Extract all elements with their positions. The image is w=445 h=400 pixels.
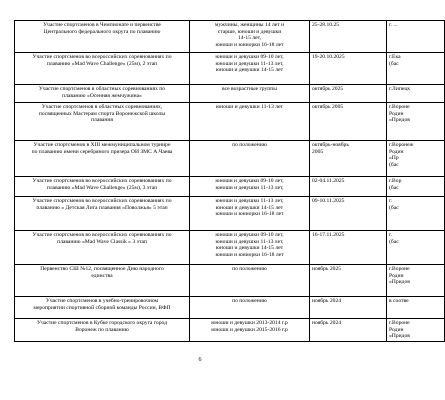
venue-cell: [387, 85, 445, 103]
cell-line: плаванию «Mad Wave Classik » 3 этап: [57, 238, 147, 245]
cell-line: октябрь 2025: [312, 86, 344, 92]
venue-cell: [387, 21, 445, 53]
venue-cell: [387, 265, 445, 297]
cell-line: г.Липецк: [389, 86, 411, 92]
date-cell: [310, 103, 387, 141]
venue-cell: [387, 197, 445, 231]
table-row: [15, 231, 445, 265]
cell-line: (бас: [389, 60, 399, 67]
table-row: [15, 53, 445, 85]
age-group-cell: [190, 103, 310, 141]
event-cell: [15, 141, 190, 177]
cell-line: г.Ека: [389, 54, 401, 60]
event-cell: [15, 231, 190, 265]
cell-line: г.Воронеж: [389, 142, 414, 148]
event-cell: [15, 265, 190, 297]
cell-line: Участие спортсменов во всероссийских соревнованиях по: [32, 178, 172, 184]
cell-line: по плаванию имени серебряного призера ОИ ЗМС А.Чаева: [31, 148, 173, 155]
cell-line: мужчины, женщины 14 лет и: [214, 22, 285, 28]
venue-cell: [387, 177, 445, 197]
age-group-cell: [190, 297, 310, 319]
event-cell: [15, 197, 190, 231]
cell-line: октябрь 2005: [312, 104, 344, 110]
table-row: [15, 265, 445, 297]
cell-line: юноши и девушки 09-10 лет,: [215, 232, 284, 238]
cell-line: ноябрь 2024: [312, 298, 342, 304]
date-cell: [310, 231, 387, 265]
cell-line: юноши и девушки 11-13 лет,: [215, 60, 284, 67]
cell-line: юноши и девушки 09-10 лет,: [215, 54, 284, 60]
cell-line: плаванию «Осенняя жемчужина»: [62, 92, 142, 99]
cell-line: юноши и девушки 11-13 лет,: [215, 184, 284, 191]
cell-line: юноши и девушки 14-15 лет: [215, 67, 284, 74]
cell-line: (бас: [389, 184, 399, 191]
cell-line: плаванию «Mad Wave Challenge» (25м), 3 этап: [46, 184, 158, 191]
date-cell: [310, 197, 387, 231]
age-group-cell: [190, 265, 310, 297]
cell-line: Центрального федерального округа по плаванию: [43, 28, 161, 35]
age-group-cell: [190, 231, 310, 265]
age-group-cell: [190, 177, 310, 197]
age-group-cell: [190, 319, 310, 342]
cell-line: Родин: [389, 148, 404, 155]
table-row: [15, 319, 445, 342]
table-row: [15, 103, 445, 141]
venue-cell: [387, 103, 445, 141]
cell-line: по положению: [232, 298, 267, 304]
cell-line: юноши и девушки 11-13 лет,: [215, 238, 284, 245]
cell-line: «Придов: [389, 279, 410, 286]
cell-line: 09-10.11.2025: [312, 198, 345, 204]
age-group-cell: [190, 53, 310, 85]
cell-line: Участие спортсменов во всероссийских соревнованиях по: [32, 54, 172, 60]
table-row: [15, 21, 445, 53]
cell-line: все возрастные группы: [221, 86, 278, 92]
cell-line: Родин: [389, 110, 404, 117]
table-row: [15, 177, 445, 197]
cell-line: юноши и девушки 14-15 лет: [215, 204, 284, 211]
date-cell: [310, 177, 387, 197]
cell-line: Родин: [389, 326, 404, 333]
cell-line: г.Вор: [389, 178, 402, 184]
cell-line: г.Вороне: [389, 266, 410, 272]
date-cell: [310, 297, 387, 319]
cell-line: единства: [91, 272, 113, 279]
venue-cell: [387, 231, 445, 265]
cell-line: плаванию «Mad Wave Challenge» (25м), 2 этап: [46, 60, 158, 67]
cell-line: мероприятии спортивной сборной команды России, ВФП: [33, 304, 171, 311]
age-group-cell: [190, 197, 310, 231]
cell-line: 02-04.11.2025: [312, 178, 345, 184]
cell-line: в соотве: [389, 298, 409, 304]
cell-line: ноябрь 2024: [312, 320, 342, 326]
cell-line: 25-28.10.25: [312, 22, 340, 28]
event-cell: [15, 53, 190, 85]
event-cell: [15, 319, 190, 342]
event-cell: [15, 177, 190, 197]
page-number: 6: [198, 357, 202, 363]
venue-cell: [387, 141, 445, 177]
cell-line: юноши и девушки 09-10 лет,: [215, 178, 284, 184]
age-group-cell: [190, 21, 310, 53]
cell-line: юноши и юниорки 16-18 лет: [215, 41, 284, 48]
age-group-cell: [190, 141, 310, 177]
cell-line: по положению: [232, 142, 267, 148]
date-cell: [310, 319, 387, 342]
cell-line: г.: [389, 198, 393, 204]
cell-line: Участие спортсменов в Кубке городского округа город: [36, 320, 167, 326]
cell-line: 19-20.10.2025: [312, 54, 345, 60]
cell-line: 14-15 лет,: [237, 35, 262, 42]
cell-line: посвященных Мастерам спорта Воронежской школы: [38, 110, 166, 117]
table-row: [15, 197, 445, 231]
event-cell: [15, 85, 190, 103]
cell-line: Участие спортсменов в Чемпионате и первенстве: [43, 22, 161, 28]
cell-line: г.Вороне: [389, 104, 410, 110]
cell-line: юноши и девушки 11-13 лет,: [215, 198, 284, 204]
cell-line: Родин: [389, 272, 404, 279]
cell-line: Участие спортсменов в областных соревнованиях,: [41, 104, 163, 110]
cell-line: плаванию « Детская Лига плавания «Поволжья» 5 этап: [36, 204, 168, 211]
cell-line: плавания: [91, 117, 113, 124]
date-cell: [310, 53, 387, 85]
date-cell: [310, 85, 387, 103]
cell-line: юноши и юниорки 16-18 лет: [215, 251, 284, 258]
cell-line: октябрь-ноябрь: [312, 142, 349, 148]
cell-line: Первенство СШ №12, посвященное Дню народного: [40, 266, 164, 272]
cell-line: Участие спортсменов во всероссийских соревнованиях по: [32, 232, 172, 238]
event-cell: [15, 21, 190, 53]
cell-line: Участие спортсменов в XIII межмуниципальном турнире: [33, 142, 171, 148]
cell-line: старше, юноши и девушки: [217, 28, 282, 35]
cell-line: «Придов: [389, 117, 410, 124]
cell-line: юноши и девушки 14-15 лет: [215, 245, 284, 252]
cell-line: (бас: [389, 238, 399, 245]
venue-cell: [387, 53, 445, 85]
table-row: [15, 297, 445, 319]
age-group-cell: [190, 85, 310, 103]
cell-line: Участие спортсменов в учебно-тренировочном: [45, 298, 159, 304]
cell-line: юноши и девушки 11-13 лет: [215, 104, 283, 110]
date-cell: [310, 141, 387, 177]
cell-line: Участие спортсменов во всероссийских соревнованиях по: [32, 198, 172, 204]
cell-line: Участие спортсменов в областных соревнованиях по: [38, 86, 166, 92]
venue-cell: [387, 297, 445, 319]
events-table: [14, 20, 445, 342]
cell-line: «Пр: [389, 155, 399, 162]
cell-line: юноши и юниорки 16-18 лет: [215, 211, 284, 218]
cell-line: юноши и девушки 2013-2014 г.р: [211, 320, 288, 326]
cell-line: ноябрь 2025: [312, 266, 342, 272]
cell-line: г. ...: [389, 22, 398, 28]
table-row: [15, 85, 445, 103]
table-row: [15, 141, 445, 177]
cell-line: Воронеж по плаванию: [75, 326, 129, 333]
cell-line: г.Вороне: [389, 320, 410, 326]
events-table-body: [15, 21, 445, 342]
cell-line: г.: [389, 232, 393, 238]
cell-line: по положению: [232, 266, 267, 272]
cell-line: юноши и девушки 2015-2016 г.р: [211, 326, 288, 333]
date-cell: [310, 21, 387, 53]
event-cell: [15, 297, 190, 319]
date-cell: [310, 265, 387, 297]
cell-line: (бас: [389, 204, 399, 211]
cell-line: «Придов: [389, 333, 410, 340]
cell-line: 16-17.11.2025: [312, 232, 345, 238]
venue-cell: [387, 319, 445, 342]
cell-line: 2005: [312, 148, 324, 155]
event-cell: [15, 103, 190, 141]
cell-line: (бас: [389, 161, 399, 168]
